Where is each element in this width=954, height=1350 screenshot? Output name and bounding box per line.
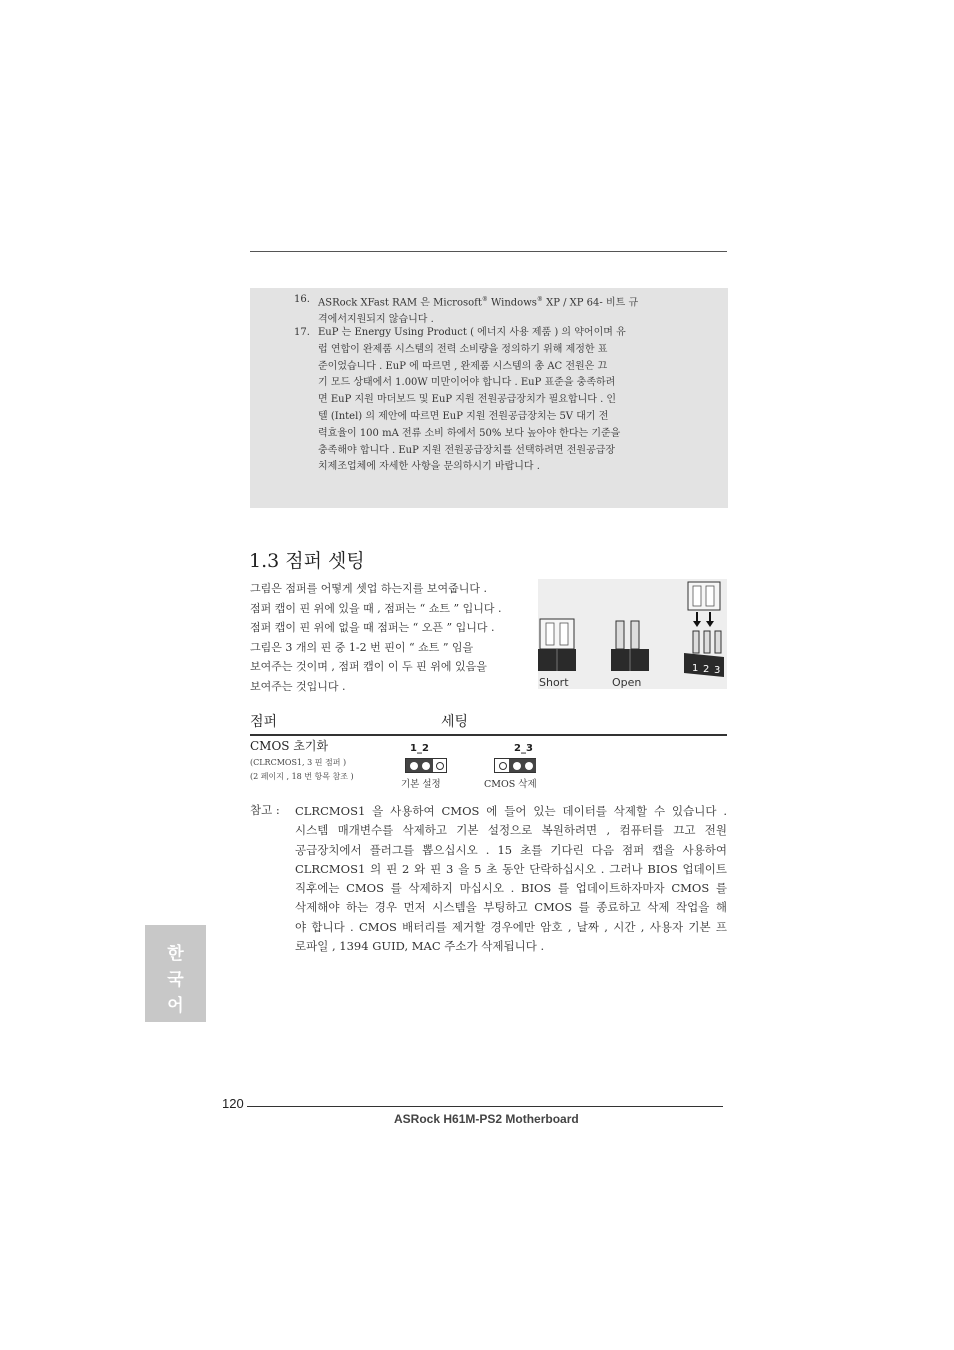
jumper-clear-block [494, 758, 536, 773]
notes-box [250, 288, 728, 508]
remark-line: 로파일 , 1394 GUID, MAC 주소가 삭제됩니다 . [295, 939, 545, 954]
intro-line: 점퍼 캡이 핀 위에 없을 때 점퍼는 “ 오픈 ” 입니다 . [250, 621, 495, 634]
page-number: 120 [222, 1096, 244, 1111]
pin-3 [436, 762, 444, 770]
note-line: 충족해야 합니다 . EuP 지원 전원공급장치를 선택하려면 전원공급장 [318, 444, 616, 456]
remark-line: 공급장치에서 플러그를 뽑으십시오 . 15 초를 기다린 다음 점퍼 캡을 사용하여 [295, 842, 727, 857]
pin-1 [410, 762, 418, 770]
language-tab-char: 한 [167, 944, 184, 964]
cmos-clear-subtitle: (2 페이지 , 18 번 항목 참조 ) [250, 772, 354, 781]
note-line: ASRock XFast RAM 은 Microsoft® Windows® XP / XP 64- 비트 규 [318, 296, 639, 309]
cmos-clear-subtitle: (CLRCMOS1, 3 핀 점퍼 ) [250, 758, 347, 767]
jumper-clear-caption: CMOS 삭제 [484, 779, 537, 790]
note-line: 럽 연합이 완제품 시스템의 전력 소비량을 정의하기 위해 제정한 표 [318, 343, 608, 355]
jumper-illustration-graphic [538, 579, 727, 689]
pin-number-1: 1 [692, 663, 699, 674]
language-tab-char: 국 [167, 970, 184, 990]
note-line: 격에서지원되지 않습니다 . [318, 314, 434, 326]
intro-line: 보여주는 것입니다 . [250, 679, 346, 693]
pin-number-3: 3 [714, 665, 721, 676]
remark-line: CLRCMOS1 을 사용하여 CMOS 에 들어 있는 데이터를 삭제할 수 있습니다 . [295, 804, 727, 818]
note-number: 17. [294, 327, 310, 338]
pin-3 [525, 762, 533, 770]
intro-line: 그림은 점퍼를 어떻게 셋업 하는지를 보여줍니다 . [250, 582, 487, 595]
intro-line: 그림은 3 개의 핀 중 1-2 번 핀이 “ 쇼트 ” 임을 [250, 640, 474, 654]
pin-number-2: 2 [703, 664, 710, 675]
note-line: 준이었습니다 . EuP 에 따르면 , 완제품 시스템의 총 AC 전원은 끄 [318, 360, 608, 372]
note-line: EuP 는 Energy Using Product ( 에너지 사용 제품 ) 의 약어이며 유 [318, 327, 626, 338]
note-number: 16. [294, 294, 310, 305]
jumper-illustration [538, 579, 727, 689]
cmos-clear-title: CMOS 초기화 [250, 739, 329, 753]
note-line: 텔 (Intel) 의 제안에 따르면 EuP 지원 전원공급장치는 5V 대기 전 [318, 410, 609, 422]
pin-2 [513, 762, 521, 770]
section-title: 1.3 점퍼 셋팅 [249, 550, 365, 572]
pin-1 [499, 762, 507, 770]
remark-line: 시스템 매개변수를 삭제하고 기본 설정으로 복원하려면 , 컴퓨터를 끄고 전원 [295, 823, 727, 838]
language-tab [145, 925, 206, 1022]
remark-line: CLRCMOS1 의 핀 2 와 핀 3 을 5 초 동안 단락하십시오 . 그러나 BIOS 업데이트 [295, 861, 727, 876]
footer-rule [247, 1106, 723, 1107]
intro-text [250, 579, 501, 696]
top-rule [250, 251, 727, 252]
note-line: 력효율이 100 mA 전류 소비 하에서 50% 보다 높아야 한다는 기준을 [318, 427, 621, 439]
language-tab-char: 어 [167, 996, 184, 1016]
short-label: Short [539, 676, 569, 689]
open-label: Open [612, 676, 642, 689]
intro-line: 점퍼 캡이 핀 위에 있을 때 , 점퍼는 “ 쇼트 ” 입니다 . [250, 601, 502, 615]
note-line: 기 모드 상태에서 1.00W 미만이어야 합니다 . EuP 표준을 충족하려 [318, 377, 616, 389]
jumper-clear-label: 2_3 [514, 743, 533, 754]
intro-line: 보여주는 것이며 , 점퍼 캡이 이 두 핀 위에 있음을 [250, 660, 487, 673]
table-header-setting: 세팅 [441, 714, 469, 730]
jumper-default-label: 1_2 [410, 743, 429, 754]
remark-line: 삭제해야 하는 경우 먼저 시스템을 부팅하고 CMOS 를 종료하고 삭제 작업을 해 [295, 900, 727, 915]
short-jumper-graphic [538, 619, 576, 671]
remark-line: 야 합니다 . CMOS 배터리를 제거할 경우에만 암호 , 날짜 , 시간 , 사용자 기본 프 [295, 919, 727, 934]
note-line: 치제조업체에 자세한 사항을 문의하시기 바랍니다 . [318, 461, 540, 473]
open-jumper-graphic [611, 621, 649, 671]
jumper-default-block [405, 758, 447, 773]
three-pin-jumper-graphic [684, 582, 724, 677]
pin-2 [422, 762, 430, 770]
remark-text [295, 802, 727, 956]
footer-product-name: ASRock H61M-PS2 Motherboard [394, 1112, 579, 1126]
note-line: 면 EuP 지원 마더보드 및 EuP 지원 전원공급장치가 필요합니다 . 인 [318, 394, 617, 406]
table-rule [250, 734, 727, 736]
remark-label: 참고 : [250, 803, 280, 817]
table-header-jumper: 점퍼 [250, 714, 278, 730]
jumper-default-caption: 기본 설정 [401, 779, 441, 790]
remark-line: 직후에는 CMOS 를 삭제하지 마십시오 . BIOS 를 업데이트하자마자 CMOS 를 [295, 881, 727, 896]
